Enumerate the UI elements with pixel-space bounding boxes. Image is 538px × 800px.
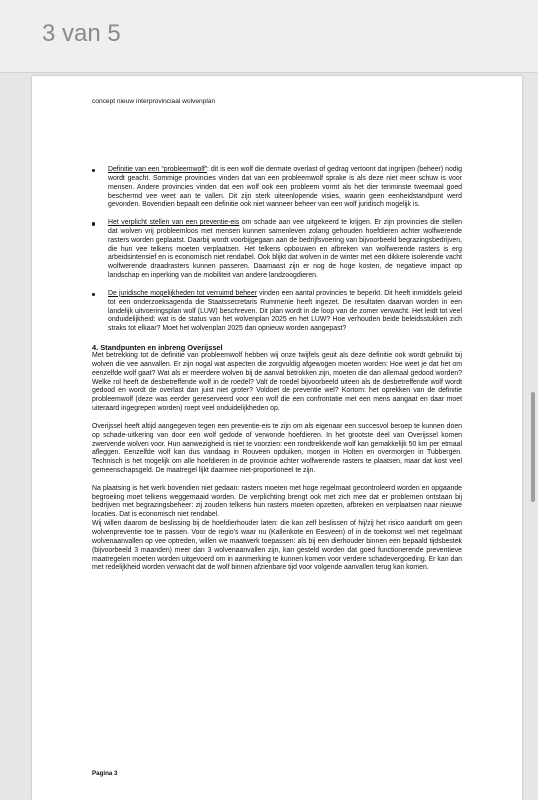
paragraph: Wij willen daarom de beslissing bij de hoefdierhouder laten: die kan zelf beslissen of hij/zij het risico aandurft om geen wolvenpreventie toe te passen. Voor de regio’s waar nu (Kallenkote en Eesveen) of in de toekomst wel met regelmaat wolvenaanvallen op vee optreden, willen we maatwerk toepassen: als bij een dierhouder binnen een bepaald tijdsbestek (bijvoorbeeld 3 maanden) meer dan 3 wolvenaanvallen zijn, kan gesteld worden dat goed functionerende preventieve maatregelen moeten worden uitgevoerd om in aanmerking te kunnen komen voor verdere schadevergoeding. Er kan dan met redelijkheid worden verwacht dat de wolf binnen afzienbare tijd voor volgende aanvallen terug kan komen. (92, 520, 462, 572)
bullet-text: om schade aan vee uitgekeerd te krijgen. Er zijn provincies die stellen dat wolven vrij probleemloos met mensen kunnen samenleven zolang gehouden hoefdieren achter wolfwerende rasters worden geplaatst. Daarbij wordt voorbijgegaan aan de bedrijfsvoering van bijvoorbeeld begrazingsbedrijven, die hun vee telkens moeten verplaatsen. Het telkens opbouwen en afbreken van wolfwerende rasters is erg arbeidsintensief en is economisch niet rendabel. Ook blijkt dat wolven in de winter met een dikkere isolerende vacht wolfwerende draadrasters kunnen passeren. Daarnaast zijn er nog de hoge kosten, de negatieve impact op landschap en inperking van de mobiliteit van andere landzoogdieren. (108, 219, 462, 280)
paragraph: Overijssel heeft altijd aangegeven tegen een preventie-eis te zijn om als eigenaar een succesvol beroep te kunnen doen op schade-uitkering van door een wolf gedode of verwonde hoefdieren. In het grootste deel van Overijssel komen zwervende wolven voor. Hun aanwezigheid is niet te voorzien: een rondtrekkende wolf kan gemakkelijk 50 km per etmaal afleggen. Eenzelfde wolf kan dus vandaag in Rouveen opduiken, morgen in Holten en overmorgen in Tubbergen. Technisch is het mogelijk om alle hoefdieren in de provincie achter wolfwerende rasters te plaatsen, maar dat kost veel gemeenschapsgeld. De maatregel lijkt daarmee niet-proportioneel te zijn. (92, 422, 462, 475)
paragraph: Met betrekking tot de definitie van probleemwolf hebben wij onze twijfels geuit als deze definitie ook wordt gebruikt bij wolven die vee aanvallen. Er zijn nogal wat aspecten die zorgvuldig afgewogen moeten worden: Hoe weet je dat het om eenzelfde wolf gaat? Wat als er meerdere wolven bij de aanval betrokken zijn, moeten die dan allemaal gedood worden? Welke rol heeft de desbetreffende wolf in de roedel? Valt de roedel bijvoorbeeld uiteen als de desbetreffende wolf wordt gedood en wordt de overlast dan juist niet groter? Voldoet de preventie wel? Kortom: het oprekken van de definitie probleemwolf (deze was eerder gereserveerd voor een wolf die een confrontatie met een mens aangaat en daar moet uiteraard ingegrepen worden) roept veel onduidelijkheden op. (92, 352, 462, 413)
bullet-item (92, 219, 462, 281)
bullet-lead: Definitie van een “probleemwolf” (108, 166, 208, 173)
section-heading: 4. Standpunten en inbreng Overijssel (92, 343, 223, 353)
bullet-icon (92, 222, 95, 225)
bullet-text: : dit is een wolf die dermate overlast of gedrag vertoont dat ingrijpen (beheer) nodig wordt geacht. Sommige provincies vinden dat van een probleemwolf sprake is als deze niet meer schuw is voor mensen. Andere provincies vinden dat een wolf ook een probleem vormt als het dier tenminste tweemaal goed beschermd vee weet aan te vallen. Dit zijn sterk uiteenlopende visies, waarin geen eenheidstandpunt werd gevonden. Bovendien bepaalt een definitie ook niet wanneer beheer van een wolf juridisch mogelijk is. (108, 166, 462, 209)
bullet-lead: De juridische mogelijkheden tot verruimd beheer (108, 289, 258, 297)
page-footer: Pagina 3 (92, 770, 118, 777)
bullet-item (92, 166, 462, 210)
scrollbar-thumb[interactable] (531, 392, 535, 502)
page-content (92, 166, 462, 582)
bullet-icon (92, 169, 95, 172)
viewer-toolbar (0, 0, 538, 73)
running-header: concept nieuw interprovinciaal wolvenplan (92, 98, 216, 105)
document-page[interactable] (32, 76, 522, 800)
bullet-list (92, 166, 462, 334)
bullet-icon (92, 293, 95, 296)
bullet-item (92, 290, 462, 334)
bullet-text: vinden een aantal provincies te beperkt. Dit heeft inmiddels geleid tot een onderzoeksagenda die Staatssecretaris Rummenie heeft ingezet. De resultaten daarvan worden in een landelijk uitvoeringsplan wolf (LUW) beschreven. Dit plan wordt in de loop van de zomer verwacht. Het leidt tot veel onduidelijkheid: wat is de status van het wolvenplan 2025 en het LUW? Hoe verhouden beide beleidsstukken zich straks tot elkaar? Moet het wolvenplan 2025 dan opnieuw worden aangepast? (108, 289, 462, 333)
paragraph: Na plaatsing is het werk bovendien niet gedaan: rasters moeten met hoge regelmaat gecontroleerd worden en opgaande begroeiing moet telkens weggemaaid worden. De verplichting brengt ook met zich mee dat er problemen ontstaan bij bedrijven met begrazingsbeheer: zij zouden telkens hun rasters moeten opzetten, afbreken en verplaatsen naar nieuwe locaties. Dat is economisch niet rendabel. (92, 484, 462, 519)
bullet-lead: Het verplicht stellen van een preventie-eis (108, 219, 240, 227)
page-indicator: 3 van 5 (42, 20, 121, 47)
